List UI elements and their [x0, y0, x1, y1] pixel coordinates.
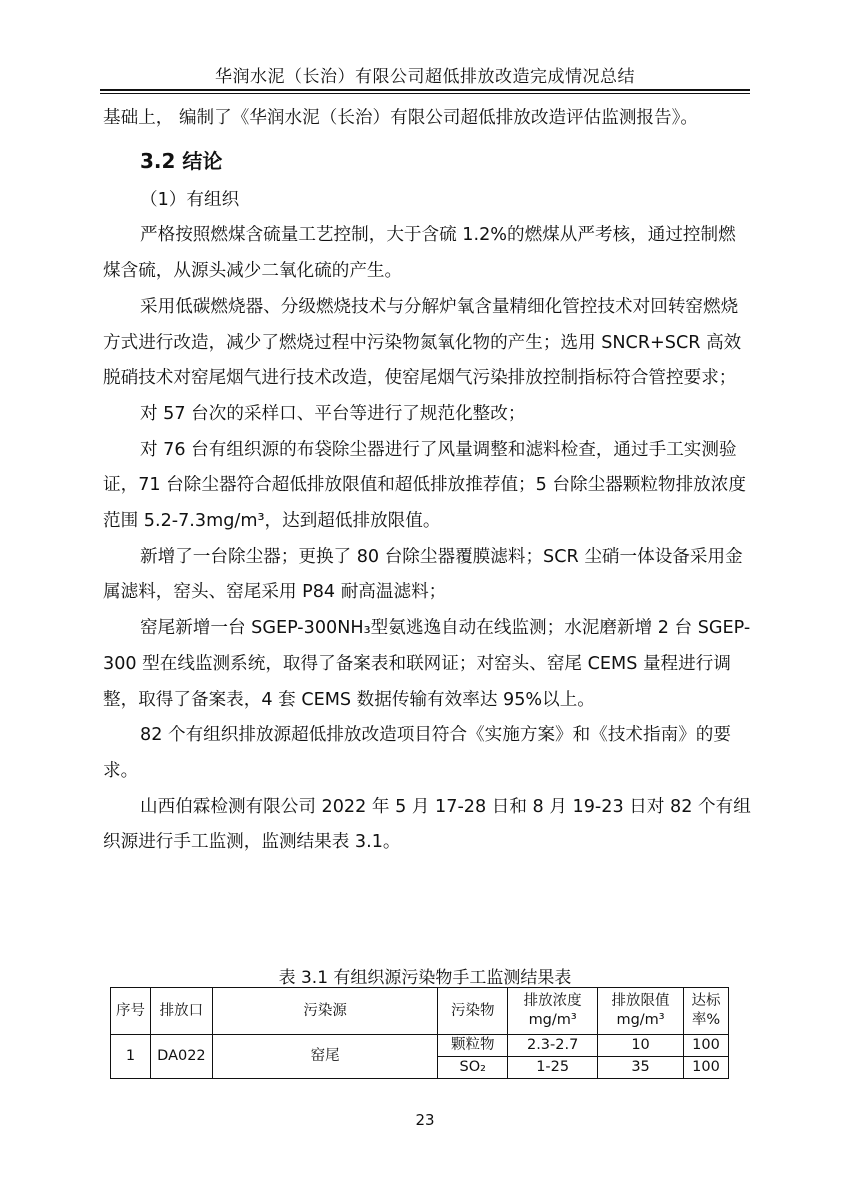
cell-seq: 1	[111, 1035, 151, 1079]
body-text	[103, 101, 753, 861]
table-caption: 表 3.1 有组织源污染物手工监测结果表	[278, 968, 572, 988]
cell-pollutant: 颗粒物	[438, 1035, 508, 1057]
table-row	[111, 1035, 729, 1057]
cell-source: 窑尾	[212, 1035, 437, 1079]
paragraph-compliance: 82 个有组织排放源超低排放改造项目符合《实施方案》和《技术指南》的要求。	[103, 725, 731, 781]
paragraph-manual-monitoring: 山西伯霖检测有限公司 2022 年 5 月 17-28 日和 8 月 19-23 日对 82 个有组织源进行手工监测，监测结果表 3.1。	[103, 796, 751, 853]
subsection-title: （1）有组织	[140, 189, 240, 210]
paragraph-continuation: 基础上， 编制了《华润水泥（长治）有限公司超低排放改造评估监测报告》。	[103, 108, 698, 128]
cell-outlet: DA022	[150, 1035, 212, 1079]
header-limit: 排放限值mg/m³	[598, 988, 684, 1035]
cell-rate: 100	[684, 1035, 729, 1057]
paragraph-dust-collectors: 对 76 台有组织源的布袋除尘器进行了风量调整和滤料检查，通过手工实测验证，71 台除尘器符合超低排放限值和超低排放推荐值；5 台除尘器颗粒物排放浓度范围 5.2-7.3mg/m³，达到超低排放限值。	[103, 439, 746, 532]
header-rule-thick	[100, 89, 750, 91]
cell-concentration: 1-25	[508, 1057, 598, 1079]
cell-limit: 35	[598, 1057, 684, 1079]
header-seq: 序号	[111, 988, 151, 1035]
header-concentration: 排放浓度mg/m³	[508, 988, 598, 1035]
page-number: 23	[415, 1111, 435, 1129]
header-source: 污染源	[212, 988, 437, 1035]
header-outlet: 排放口	[150, 988, 212, 1035]
paragraph-sulfur-control: 严格按照燃煤含硫量工艺控制，大于含硫 1.2%的燃煤从严考核，通过控制燃煤含硫，从源头减少二氧化硫的产生。	[103, 225, 736, 282]
cell-rate: 100	[684, 1057, 729, 1079]
section-title: 3.2 结论	[140, 148, 223, 173]
paragraph-online-monitoring: 窑尾新增一台 SGEP-300NH₃型氨逃逸自动在线监测；水泥磨新增 2 台 SGEP-300 型在线监测系统，取得了备案表和联网证；对窑头、窑尾 CEMS 量程进行调整，取得了备案表，4 套 CEMS 数据传输有效率达 95%以上。	[103, 618, 751, 710]
paragraph-filter-replacement: 新增了一台除尘器；更换了 80 台除尘器覆膜滤料；SCR 尘硝一体设备采用金属滤料，窑头、窑尾采用 P84 耐高温滤料；	[103, 546, 743, 603]
header-rate: 达标率%	[684, 988, 729, 1035]
paragraph-denitrification: 采用低碳燃烧器、分级燃烧技术与分解炉氧含量精细化管控技术对回转窑燃烧方式进行改造，减少了燃烧过程中污染物氮氧化物的产生；选用 SNCR+SCR 高效脱硝技术对窑尾烟气进行技术改造，使窑尾烟气污染排放控制指标符合管控要求；	[103, 296, 742, 389]
monitoring-results-table	[110, 987, 729, 1079]
cell-limit: 10	[598, 1035, 684, 1057]
cell-concentration: 2.3-2.7	[508, 1035, 598, 1057]
paragraph-sampling-ports: 对 57 台次的采样口、平台等进行了规范化整改；	[140, 403, 526, 424]
table-header-row	[111, 988, 729, 1035]
header-rule-thin	[100, 93, 750, 94]
cell-pollutant: SO₂	[438, 1057, 508, 1079]
page-header-title: 华润水泥（长治）有限公司超低排放改造完成情况总结	[215, 67, 635, 87]
header-pollutant: 污染物	[438, 988, 508, 1035]
